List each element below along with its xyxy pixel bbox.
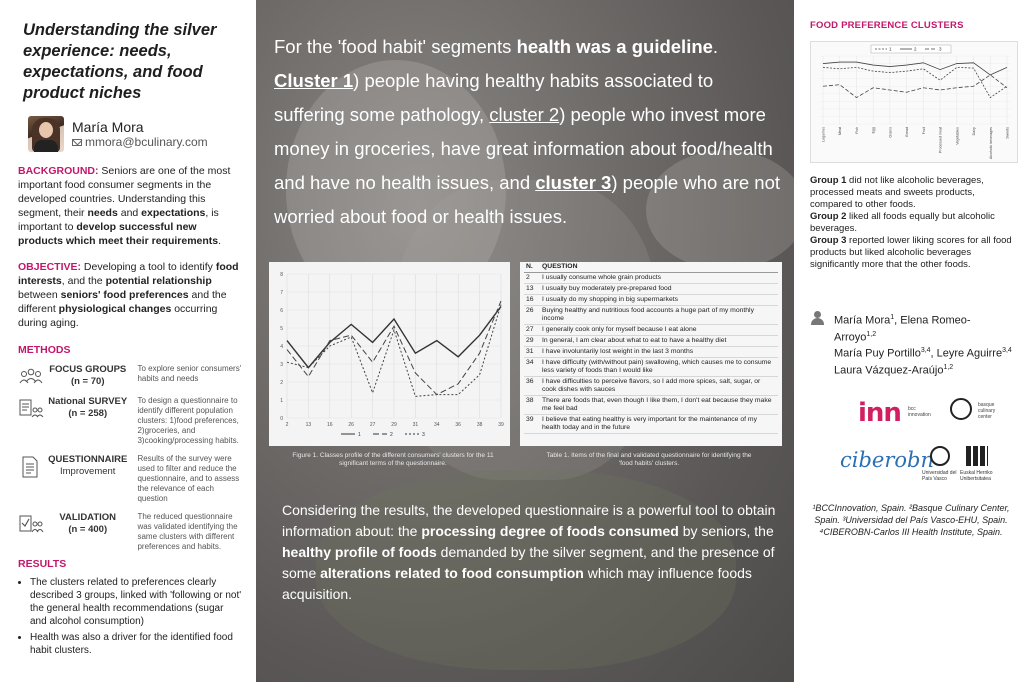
background-paragraph <box>18 164 242 248</box>
method-name: National SURVEY <box>48 396 128 407</box>
figure-1 <box>269 262 510 446</box>
background-text: Seniors are one of the most important food consumer segments in the developed countries. Understanding this segment, their <box>18 165 231 219</box>
bcc-innovation-logo-text: bcc innovation <box>908 405 931 418</box>
table-header-row <box>524 262 778 273</box>
validation-icon <box>18 514 44 536</box>
column-header: QUESTION <box>540 262 778 273</box>
objective-bold-4: physiological changes <box>58 303 172 315</box>
objective-text-4: and the different <box>18 289 227 315</box>
objective-text-1: Developing a tool to identify <box>81 261 216 273</box>
food-preference-heading: FOOD PREFERENCE CLUSTERS <box>810 20 964 31</box>
series-line-2 <box>823 62 1007 75</box>
group-1-text: did not like alcoholic beverages, processed meats and sweets products, compared to other foods. <box>810 175 984 210</box>
upv-logo-text: Universidad del País Vasco <box>922 469 957 482</box>
methods-heading: METHODS <box>18 344 71 356</box>
table-cell: 36 <box>524 377 540 396</box>
group-descriptions <box>810 175 1012 271</box>
objective-bold-3: seniors' food preferences <box>60 289 189 301</box>
x-tick-label: 2 <box>285 422 289 428</box>
background-needs: needs <box>87 207 118 219</box>
method-desc: Results of the survey were used to filter and reduce the questionnaire, and to assess the relevance of each question <box>137 454 240 503</box>
x-tick-label: Meat <box>838 127 843 135</box>
table-row <box>524 415 778 434</box>
group-2-label: Group 2 <box>810 211 847 222</box>
conclusion-bold: healthy profile of foods <box>282 544 437 560</box>
cluster-1-label: Cluster 1 <box>274 70 354 91</box>
legend-label: 2 <box>914 46 917 52</box>
x-tick-label: 29 <box>391 422 397 428</box>
table-cell: 13 <box>524 284 540 295</box>
x-tick-label: Processed meat <box>938 127 943 153</box>
figure-1-caption: Figure 1. Classes profile of the different consumers' clusters for the 11 significant terms of the questionnaire. <box>292 452 494 467</box>
x-tick-label: Fish <box>854 127 859 134</box>
x-tick-label: 26 <box>348 422 354 428</box>
x-tick-label: 13 <box>305 422 312 428</box>
cluster-3-label: cluster 3 <box>535 172 612 193</box>
y-tick-label: 2 <box>280 380 283 386</box>
y-tick-label: 5 <box>280 326 283 332</box>
method-desc: To explore senior consumers' habits and needs <box>137 364 242 383</box>
author-sup: 3,4 <box>1002 347 1012 355</box>
questionnaire-table <box>524 262 778 434</box>
headline-text: ) people having healthy habits associated to suffering some pathology, <box>274 70 714 125</box>
y-tick-label: 6 <box>280 308 283 314</box>
table-cell: I have involuntarily lost weight in the last 3 months <box>540 347 778 358</box>
table-row <box>524 284 778 295</box>
method-n: Improvement <box>60 466 116 477</box>
method-focus-groups <box>18 364 242 388</box>
x-tick-label: 36 <box>455 422 461 428</box>
list-item: • Health was also a driver for the identified food habit clusters. <box>30 631 242 657</box>
x-tick-label: 38 <box>476 422 483 428</box>
author-list <box>810 311 1012 378</box>
column-header: N. <box>524 262 540 273</box>
legend-label: 3 <box>939 46 942 52</box>
left-column <box>0 0 256 682</box>
y-tick-label: 0 <box>280 416 283 422</box>
y-tick-label: 4 <box>280 344 283 350</box>
y-tick-label: 3 <box>280 362 283 368</box>
author-email-row[interactable] <box>72 135 208 149</box>
results-heading: RESULTS <box>18 558 67 570</box>
author: María Puy Portillo <box>834 347 921 360</box>
background-end: . <box>218 235 222 247</box>
headline-bold: health was a guideline <box>516 36 713 57</box>
legend-label: 2 <box>390 432 393 438</box>
table-1 <box>520 262 782 446</box>
objective-label: OBJECTIVE: <box>18 261 82 273</box>
center-column <box>256 0 794 682</box>
group-3-text: reported lower liking scores for all food products but liked alcoholic beverages significantly more that the other foods. <box>810 235 1012 270</box>
author: Laura Vázquez-Araújo <box>834 364 944 377</box>
bcc-innovation-logo: inn <box>858 397 901 428</box>
conclusion <box>282 500 792 605</box>
questionnaire-document-icon <box>18 456 44 478</box>
logos <box>810 386 1012 496</box>
headline-text: . <box>712 36 719 57</box>
table-cell: Buying healthy and nutritious food accounts a huge part of my monthly income <box>540 306 778 325</box>
table-cell: 34 <box>524 358 540 377</box>
right-column <box>794 0 1024 682</box>
table-cell: 27 <box>524 325 540 336</box>
x-tick-label: Egg <box>871 127 876 134</box>
x-tick-label: Alcoholic beverages <box>988 127 993 160</box>
table-cell: 38 <box>524 396 540 415</box>
group-3-label: Group 3 <box>810 235 847 246</box>
x-tick-label: 31 <box>412 422 419 428</box>
conclusion-text: demanded by the silver segment, and the presence of some <box>282 544 775 581</box>
y-tick-label: 8 <box>280 272 283 278</box>
author: María Mora <box>834 314 891 327</box>
method-n: (n = 258) <box>68 408 108 419</box>
ehu-logo <box>966 446 988 466</box>
objective-text-3: between <box>18 289 61 301</box>
objective-text-2: , and the <box>61 275 106 287</box>
food-preference-chart <box>811 42 1017 162</box>
ciberobn-logo: ciberobn <box>840 447 934 472</box>
method-desc: To design a questionnaire to identify different population clusters: 1)food preferences, 2)groceries, and 3)cooking/processing habits. <box>137 396 239 445</box>
upv-logo <box>930 446 950 466</box>
figure-2 <box>810 41 1018 163</box>
author-name: María Mora <box>72 119 144 135</box>
method-name: VALIDATION <box>59 512 117 523</box>
table-row <box>524 396 778 415</box>
headline-text: ) people who are not worried about food or health issues. <box>274 172 781 227</box>
list-item: • The clusters related to preferences clearly described 3 groups, linked with 'following or not' the general health recommendations (sugar and alcohol consumption) <box>30 576 242 628</box>
table-row <box>524 347 778 358</box>
background-text-2: , is important to <box>18 207 219 233</box>
basque-culinary-logo <box>950 398 972 420</box>
method-n: (n = 70) <box>70 376 105 387</box>
headline-text: ) people who invest more money in groceries, have great information about food/health and have no health issues, and <box>274 104 773 193</box>
group-1-label: Group 1 <box>810 175 847 186</box>
conclusion-text: Considering the results, the developed questionnaire is a powerful tool to obtain information about: the <box>282 502 776 539</box>
author: , Elena Romeo-Arroyo <box>834 314 971 344</box>
table-cell: In general, I am clear about what to eat to have a healthy diet <box>540 336 778 347</box>
survey-document-icon <box>18 398 44 420</box>
conclusion-bold: alterations related to food consumption <box>320 565 584 581</box>
affiliations: ¹BCCInnovation, Spain. ²Basque Culinary Center, Spain. ³Universidad del País Vasco-EHU, Spain. ⁴CIBEROBN-Carlos III Health Institute, Spain. <box>812 502 1010 537</box>
table-cell: I have difficulty (with/without pain) swallowing, which causes me to consume less variety of foods than I would like <box>540 358 778 377</box>
x-tick-label: Vegetables <box>955 127 960 145</box>
method-desc: The reduced questionnaire was validated identifying the same clusters with different preferences and habits. <box>137 512 238 551</box>
conclusion-bold: processing degree of foods consumed <box>421 523 679 539</box>
x-tick-label: Grains <box>888 127 893 138</box>
background-expectations: expectations <box>141 207 206 219</box>
table-cell: There are foods that, even though I like them, I don't eat because they make me feel bad <box>540 396 778 415</box>
legend-label: 3 <box>422 432 425 438</box>
author-sup: 1,2 <box>943 363 954 371</box>
author-card <box>28 116 242 152</box>
group-people-icon <box>18 366 44 388</box>
objective-paragraph <box>18 260 242 330</box>
x-tick-label: Dairy <box>972 127 977 136</box>
person-icon <box>810 311 826 325</box>
background-highlight: develop successful new products which meet their requirements <box>18 221 219 247</box>
conclusion-text: by seniors, the <box>678 523 774 539</box>
method-name: QUESTIONNAIRE <box>48 454 128 465</box>
table-cell: 39 <box>524 415 540 434</box>
table-row <box>524 358 778 377</box>
y-tick-label: 7 <box>280 290 283 296</box>
method-n: (n = 400) <box>68 524 108 535</box>
background-and: and <box>117 207 142 219</box>
author-email[interactable]: mmora@bculinary.com <box>85 135 208 149</box>
method-validation <box>18 512 242 552</box>
author-sup: 1,2 <box>866 330 877 338</box>
ehu-logo-text: Euskal Herriko Unibertsitatea <box>960 469 993 482</box>
objective-text-5: occurring during aging. <box>18 303 218 329</box>
cluster-2-label: cluster 2 <box>489 104 560 125</box>
objective-bold-1: food interests <box>18 261 239 287</box>
table-cell: 2 <box>524 273 540 284</box>
background-label: BACKGROUND: <box>18 165 99 177</box>
avatar <box>28 116 64 152</box>
x-tick-label: Bread <box>905 127 910 137</box>
basque-culinary-logo-text: basque culinary center <box>978 401 996 420</box>
x-tick-label: Fruit <box>921 127 926 135</box>
table-1-caption: Table 1. Items of the final and validated questionnaire for identifying the 'food habits' clusters. <box>546 452 752 467</box>
table-cell: 31 <box>524 347 540 358</box>
table-cell: I usually buy moderately pre-prepared food <box>540 284 778 295</box>
table-cell: I generally cook only for myself because I eat alone <box>540 325 778 336</box>
x-tick-label: Legumes <box>821 127 826 142</box>
legend-label: 1 <box>889 46 892 52</box>
group-2-text: liked all foods equally but alcoholic beverages. <box>810 211 995 234</box>
method-questionnaire <box>18 454 242 504</box>
table-cell: I usually do my shopping in big supermarkets <box>540 295 778 306</box>
table-row <box>524 325 778 336</box>
poster-title: Understanding the silver experience: needs, expectations, and food product niches <box>23 21 217 102</box>
objective-bold-2: potential relationship <box>105 275 212 287</box>
legend-label: 1 <box>358 432 361 438</box>
x-tick-label: 34 <box>434 422 440 428</box>
x-tick-label: 16 <box>327 422 333 428</box>
table-row <box>524 295 778 306</box>
x-tick-label: 39 <box>498 422 504 428</box>
headline-text: For the 'food habit' segments <box>274 36 517 57</box>
table-cell: 16 <box>524 295 540 306</box>
x-tick-label: Sweets <box>1005 127 1010 139</box>
results-list <box>18 576 242 657</box>
author-sup: 1 <box>890 314 895 321</box>
y-tick-label: 1 <box>280 398 283 404</box>
table-row <box>524 377 778 396</box>
x-tick-label: 27 <box>369 422 376 428</box>
table-cell: 26 <box>524 306 540 325</box>
conclusion-text: which may influence foods acquisition. <box>282 565 752 602</box>
cluster-profile-chart <box>269 262 510 446</box>
table-cell: I usually consume whole grain products <box>540 273 778 284</box>
table-cell: I believe that eating healthy is very important for the maintenance of my health today and in the future <box>540 415 778 434</box>
envelope-icon <box>72 139 82 146</box>
table-row <box>524 273 778 284</box>
table-cell: I have difficulties to perceive flavors, so I add more spices, salt, sugar, or cook dishes with sauces <box>540 377 778 396</box>
table-row <box>524 306 778 325</box>
headline <box>274 30 784 234</box>
author: , Leyre Aguirre <box>930 347 1003 360</box>
method-name: FOCUS GROUPS <box>49 364 127 375</box>
method-national-survey <box>18 396 242 446</box>
author-sup: 3,4 <box>920 347 931 355</box>
table-cell: 29 <box>524 336 540 347</box>
table-row <box>524 336 778 347</box>
